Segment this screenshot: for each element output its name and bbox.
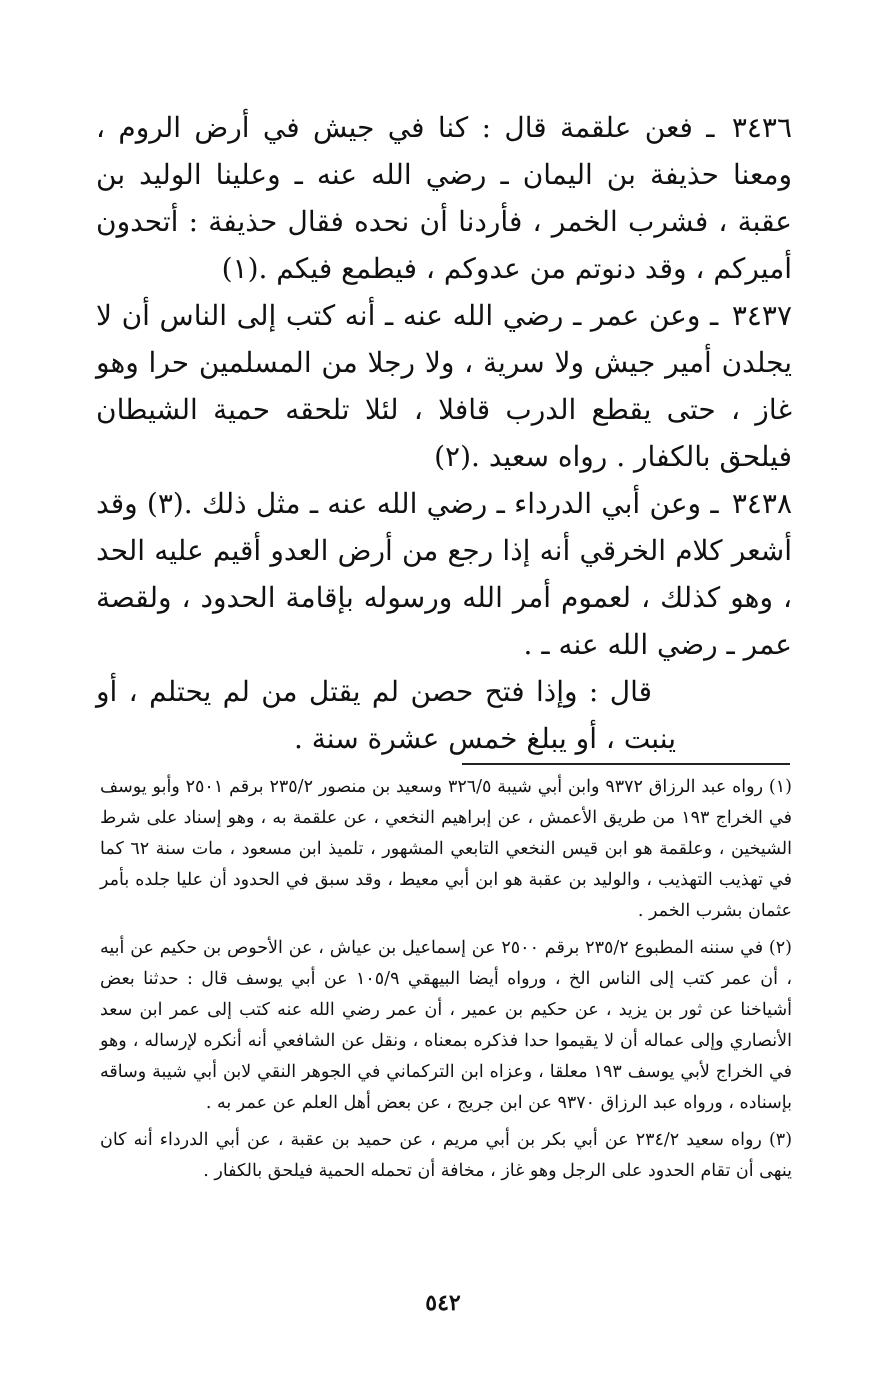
entry-number: ٣٤٣٧ xyxy=(731,299,792,332)
footnote-separator xyxy=(462,763,790,765)
footnote-3: (٣) رواه سعيد ٢٣٤/٢ عن أبي بكر بن أبي مريم ، عن حميد بن عقبة ، عن أبي الدرداء أنه كان ينهى أن تقام الحدود على الرجل وهو غاز ، مخافة أن تحمله الحمية فيلحق بالكفار . xyxy=(100,1130,793,1181)
hadith-entry-3437 xyxy=(96,292,792,480)
matn-quote: قال : وإذا فتح حصن لم يقتل من لم يحتلم ، أو ينبت ، أو يبلغ خمس عشرة سنة . xyxy=(96,675,676,755)
hadith-entry-3438 xyxy=(96,480,792,668)
entry-text: ـ فعن علقمة قال : كنا في جيش في أرض الروم ، ومعنا حذيفة بن اليمان ـ رضي الله عنه ـ وعلينا الوليد بن عقبة ، فشرب الخمر ، فأردنا أن نحده فقال حذيفة : أتحدون أميركم ، وقد دنوتم من عدوكم ، فيطمع فيكم .(١) xyxy=(96,111,792,285)
main-text xyxy=(96,104,792,762)
footnotes xyxy=(100,772,792,1193)
hadith-entry-3436 xyxy=(96,104,792,292)
entry-text: ـ وعن عمر ـ رضي الله عنه ـ أنه كتب إلى الناس أن لا يجلدن أمير جيش ولا سرية ، ولا رجلا من المسلمين حرا وهو غاز ، حتى يقطع الدرب قافلا ، لئلا تلحقه حمية الشيطان فيلحق بالكفار . رواه سعيد .(٢) xyxy=(96,299,792,473)
entry-text: ـ وعن أبي الدرداء ـ رضي الله عنه ـ مثل ذلك .(٣) وقد أشعر كلام الخرقي أنه إذا رجع من أرض العدو أقيم عليه الحد ، وهو كذلك ، لعموم أمر الله ورسوله بإقامة الحدود ، ولقصة عمر ـ رضي الله عنه ـ . xyxy=(96,487,792,661)
footnote-1: (١) رواه عبد الرزاق ٩٣٧٢ وابن أبي شيبة ٣٢٦/٥ وسعيد بن منصور ٢٣٥/٢ برقم ٢٥٠١ وأبو يوسف في الخراج ١٩٣ من طريق الأعمش ، عن إبراهيم النخعي ، عن علقمة به ، وهو إسناد على شرط الشيخين ، وعلقمة هو ابن قيس النخعي التابعي المشهور ، تلميذ ابن مسعود ، مات سنة ٦٢ كما في تهذيب التهذيب ، والوليد بن عقبة هو ابن أبي معيط ، وقد سبق في الحدود أن عليا جلده بأمر عثمان بشرب الخمر . xyxy=(100,777,792,921)
footnote-2: (٢) في سننه المطبوع ٢٣٥/٢ برقم ٢٥٠٠ عن إسماعيل بن عياش ، عن الأحوص بن حكيم عن أبيه ، أن عمر كتب إلى الناس الخ ، ورواه أيضا البيهقي ١٠٥/٩ عن أبي يوسف قال : حدثنا بعض أشياخنا عن ثور بن يزيد ، عن حكيم بن عمير ، أن عمر رضي الله عنه كتب إلى عمر ابن سعد الأنصاري وإلى عماله أن لا يقيموا حدا فذكره بمعناه ، ونقل عن الشافعي أنه أنكره لإرساله ، وهو في الخراج لأبي يوسف ١٩٣ معلقا ، وعزاه ابن التركماني في الجوهر النقي لابن أبي شيبة وساقه بإسناده ، ورواه عبد الرزاق ٩٣٧٠ عن ابن جريج ، عن بعض أهل العلم عن عمر به . xyxy=(100,938,792,1113)
page-number: ٥٤٢ xyxy=(425,1290,461,1316)
entry-number: ٣٤٣٨ xyxy=(731,487,792,520)
entry-number: ٣٤٣٦ xyxy=(731,111,792,144)
